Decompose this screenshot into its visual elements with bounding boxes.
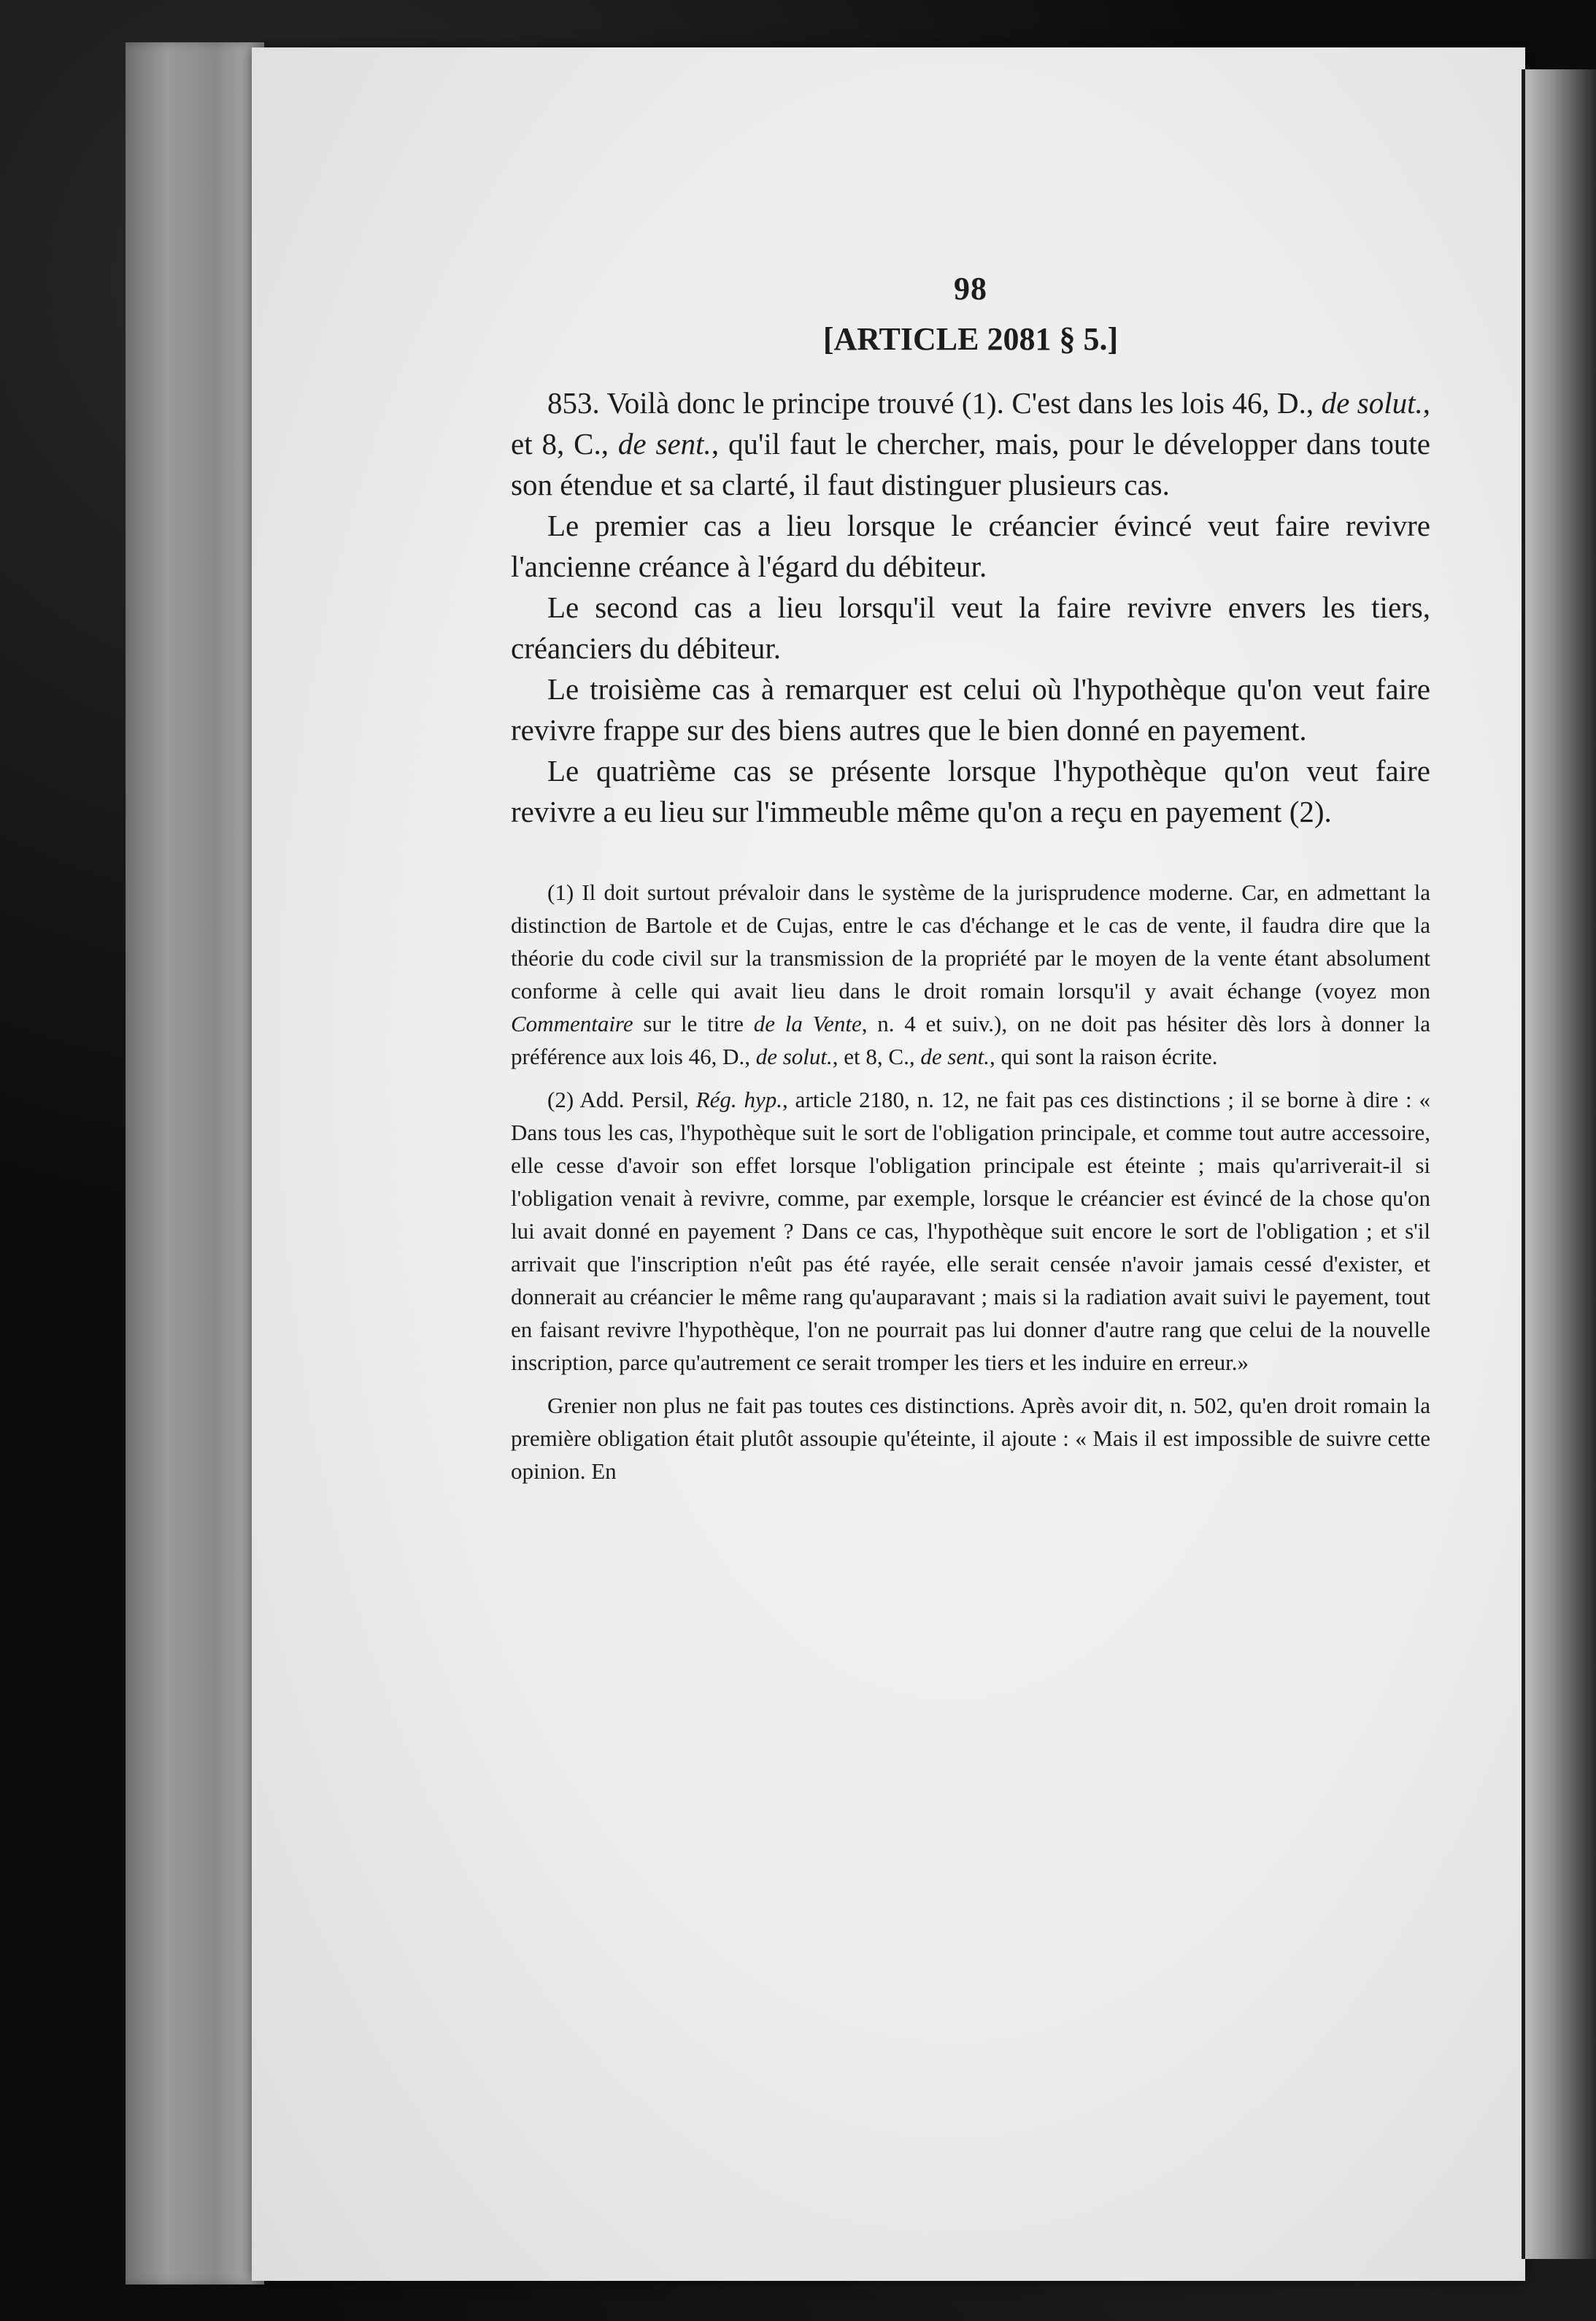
- article-heading: [ARTICLE 2081 § 5.]: [822, 321, 1119, 357]
- page-text: [511, 270, 1430, 1498]
- next-page-edge: [1525, 69, 1596, 2259]
- paragraph-second-case: Le second cas a lieu lorsqu'il veut la faire revivre envers les tiers, créanciers du débiteur.: [511, 590, 1430, 665]
- footnote-separator: [511, 832, 1430, 876]
- page-number: 98: [954, 271, 987, 307]
- paragraph-853: 853. Voilà donc le principe trouvé (1). C'est dans les lois 46, D., de solut., et 8, C., de sent., qu'il faut le chercher, mais, pour le développer dans toute son étendue et sa clarté, il faut distinguer plusieurs cas.: [511, 386, 1431, 501]
- footnote-1: (1) Il doit surtout prévaloir dans le système de la jurisprudence moderne. Car, en admettant la distinction de Bartole et de Cujas, entre le cas d'échange et le cas de vente, il faudra dire que la théorie du code civil sur la transmission de la propriété par le moyen de la vente étant absolument conforme à celle qui avait lieu dans le droit romain lorsqu'il y avait échange (voyez mon Commentaire sur le titre de la Vente, n. 4 et suiv.), on ne doit pas hésiter dès lors à donner la préférence aux lois 46, D., de solut., et 8, C., de sent., qui sont la raison écrite.: [511, 879, 1430, 1069]
- footnote-2: (2) Add. Persil, Rég. hyp., article 2180, n. 12, ne fait pas ces distinctions ; il se borne à dire : « Dans tous les cas, l'hypothèque suit le sort de l'obligation principale, et comme tout autre accessoire, elle cesse d'avoir son effet lorsque l'obligation principale est éteinte ; mais qu'arriverait-il si l'obligation venait à revivre, comme, par exemple, lorsque le créancier est évincé de la chose qu'on lui avait donné en payement ? Dans ce cas, l'hypothèque suit encore le sort de l'obligation ; et s'il arrivait que l'inscription n'eût pas été rayée, elle serait censée n'avoir jamais cessé d'exister, et donnerait au créancier le même rang qu'auparavant ; mais si la radiation avait suivi le payement, tout en faisant revivre l'hypothèque, l'on ne pourrait pas lui donner d'autre rang que celui de la nouvelle inscription, parce qu'autrement ce serait tromper les tiers et les induire en erreur.»: [511, 1087, 1430, 1375]
- paragraph-first-case: Le premier cas a lieu lorsque le créancier évincé veut faire revivre l'ancienne créance à l'égard du débiteur.: [511, 509, 1430, 583]
- footnote-2-continued: Grenier non plus ne fait pas toutes ces distinctions. Après avoir dit, n. 502, qu'en droit romain la première obligation était plutôt assoupie qu'éteinte, il ajoute : « Mais il est impossible de suivre cette opinion. En: [511, 1393, 1430, 1484]
- paragraph-third-case: Le troisième cas à remarquer est celui où l'hypothèque qu'on veut faire revivre frappe sur des biens autres que le bien donné en payement.: [511, 672, 1430, 747]
- paragraph-fourth-case: Le quatrième cas se présente lorsque l'hypothèque qu'on veut faire revivre a eu lieu sur l'immeuble même qu'on a reçu en payement (2).: [511, 754, 1430, 828]
- book-page-edge: [126, 42, 264, 2285]
